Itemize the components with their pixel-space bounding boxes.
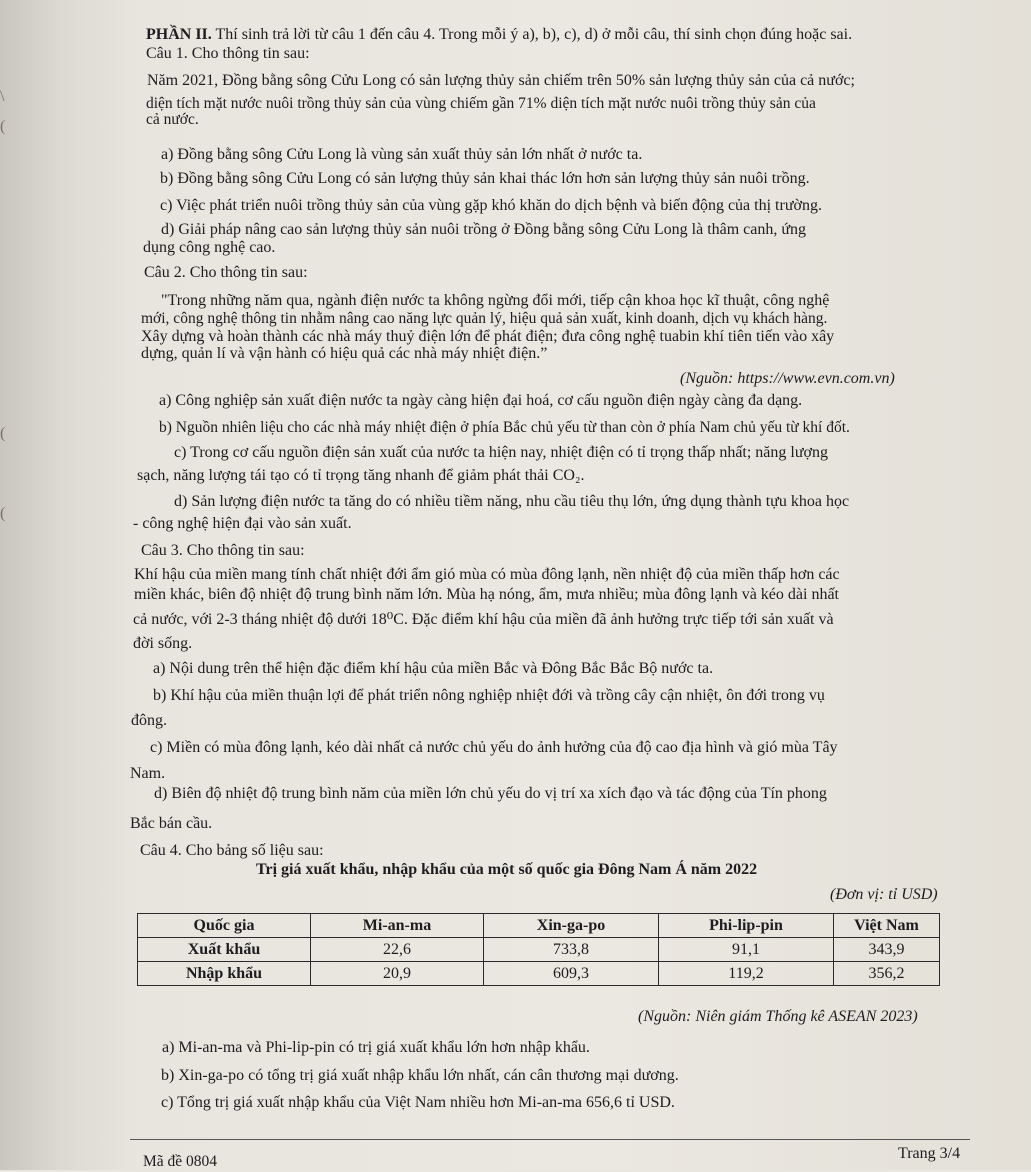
data-table — [137, 913, 940, 986]
part-header — [146, 25, 852, 45]
q3-option-c[interactable]: c) Miền có mùa đông lạnh, kéo dài nhất cả nước chủ yếu do ảnh hưởng của độ cao địa hình và gió mùa Tây — [150, 739, 838, 756]
table-row-label: Nhập khẩu — [138, 962, 311, 986]
q4-option-c[interactable]: c) Tổng trị giá xuất nhập khẩu của Việt Nam nhiều hơn Mi-an-ma 656,6 tỉ USD. — [161, 1094, 675, 1111]
table-cell: 22,6 — [311, 938, 484, 962]
table-cell: 20,9 — [311, 962, 484, 986]
page-number: Trang 3/4 — [898, 1145, 961, 1162]
table-cell: 609,3 — [484, 962, 659, 986]
edge-mark: ( — [0, 118, 6, 135]
table-header-row — [138, 914, 940, 938]
q1-option-a[interactable]: a) Đồng bằng sông Cửu Long là vùng sản xuất thủy sản lớn nhất ở nước ta. — [161, 146, 643, 163]
table-cell: 356,2 — [834, 962, 940, 986]
q2-option-d[interactable]: d) Sản lượng điện nước ta tăng do có nhiều tiềm năng, nhu cầu tiêu thụ lớn, ứng dụng thành tựu khoa học — [174, 493, 850, 510]
q2-option-c-cont: sạch, năng lượng tái tạo có tỉ trọng tăng nhanh để giảm phát thải CO₂. — [137, 467, 585, 484]
q3-info-line: Khí hậu của miền mang tính chất nhiệt đới ẩm gió mùa có mùa đông lạnh, nền nhiệt độ của miền thấp hơn các — [134, 566, 840, 583]
q2-quote-line: mới, công nghệ thông tin nhằm nâng cao năng lực quản lý, hiệu quả sản xuất, kinh doanh, dịch vụ khách hàng. — [141, 310, 828, 327]
table-cell: 91,1 — [659, 938, 834, 962]
q3-option-c-cont: Nam. — [130, 765, 166, 782]
q2-quote-line: dựng, quản lí và vận hành có hiệu quả các nhà máy nhiệt điện.” — [141, 345, 548, 362]
part-header-text: Thí sinh trả lời từ câu 1 đến câu 4. Trong mỗi ý a), b), c), d) ở mỗi câu, thí sinh chọn đúng hoặc sai. — [211, 26, 853, 43]
edge-mark: \ — [0, 88, 5, 105]
q2-option-c[interactable]: c) Trong cơ cấu nguồn điện sản xuất của nước ta hiện nay, nhiệt điện có tỉ trọng thấp nhất; năng lượng — [174, 444, 828, 461]
table-header-cell: Việt Nam — [834, 914, 940, 938]
q3-option-a[interactable]: a) Nội dung trên thể hiện đặc điểm khí hậu của miền Bắc và Đông Bắc Bắc Bộ nước ta. — [153, 660, 714, 677]
table-cell: 119,2 — [659, 962, 834, 986]
q2-title: Câu 2. Cho thông tin sau: — [144, 264, 308, 281]
q3-title: Câu 3. Cho thông tin sau: — [141, 542, 305, 559]
part-header-label: PHẦN II. — [146, 26, 212, 43]
table-row — [138, 938, 940, 962]
table-header-cell: Xin-ga-po — [484, 914, 659, 938]
footer-divider — [130, 1139, 970, 1140]
table-cell: 733,8 — [484, 938, 659, 962]
q4-title: Câu 4. Cho bảng số liệu sau: — [140, 842, 324, 859]
q1-info-line: diện tích mặt nước nuôi trồng thủy sản của vùng chiếm gần 71% diện tích mặt nước nuôi trồng thủy sản của — [146, 95, 816, 112]
edge-mark: ( — [0, 505, 6, 522]
q1-option-c[interactable]: c) Việc phát triển nuôi trồng thủy sản của vùng gặp khó khăn do dịch bệnh và biến động của thị trường. — [160, 197, 822, 214]
table-unit: (Đơn vị: tỉ USD) — [830, 886, 938, 903]
table-source: (Nguồn: Niên giám Thống kê ASEAN 2023) — [638, 1008, 918, 1025]
q3-option-b[interactable]: b) Khí hậu của miền thuận lợi để phát triển nông nghiệp nhiệt đới và trồng cây cận nhiệt, ôn đới trong vụ — [153, 687, 825, 704]
q4-option-b[interactable]: b) Xin-ga-po có tổng trị giá xuất nhập khẩu lớn nhất, cán cân thương mại dương. — [161, 1067, 679, 1084]
q1-info-line: cả nước. — [146, 111, 199, 128]
table-row — [138, 962, 940, 986]
table-header-cell: Quốc gia — [138, 914, 311, 938]
table-header-cell: Mi-an-ma — [311, 914, 484, 938]
q2-source: (Nguồn: https://www.evn.com.vn) — [680, 370, 895, 387]
q1-option-d-cont: dụng công nghệ cao. — [143, 239, 276, 256]
q3-info-line: đời sống. — [133, 635, 193, 652]
q3-option-b-cont: đông. — [131, 712, 167, 729]
q1-title: Câu 1. Cho thông tin sau: — [146, 45, 310, 62]
exam-code: Mã đề 0804 — [143, 1153, 218, 1170]
q1-info-line: Năm 2021, Đồng bằng sông Cửu Long có sản lượng thủy sản chiếm trên 50% sản lượng thủy sản của cả nước; — [147, 72, 855, 89]
table-title: Trị giá xuất khẩu, nhập khẩu của một số quốc gia Đông Nam Á năm 2022 — [256, 861, 758, 878]
q3-info-line: cả nước, với 2-3 tháng nhiệt độ dưới 18⁰C. Đặc điểm khí hậu của miền đã ảnh hưởng trực tiếp tới sản xuất và — [133, 611, 834, 628]
q3-info-line: miền khác, biên độ nhiệt độ trung bình năm lớn. Mùa hạ nóng, ẩm, mưa nhiều; mùa đông lạnh và kéo dài nhất — [134, 586, 839, 603]
q2-quote-line: "Trong những năm qua, ngành điện nước ta không ngừng đổi mới, tiếp cận khoa học kĩ thuật, công nghệ — [161, 292, 830, 309]
q2-quote-line: Xây dựng và hoàn thành các nhà máy thuỷ điện lớn để phát điện; đưa công nghệ tuabin khí tiên tiến vào xây — [141, 328, 835, 345]
q4-option-a[interactable]: a) Mi-an-ma và Phi-lip-pin có trị giá xuất khẩu lớn hơn nhập khẩu. — [162, 1039, 590, 1056]
q2-option-b[interactable]: b) Nguồn nhiên liệu cho các nhà máy nhiệt điện ở phía Bắc chủ yếu từ than còn ở phía Nam chủ yếu từ khí đốt. — [159, 419, 850, 436]
q2-option-a[interactable]: a) Công nghiệp sản xuất điện nước ta ngày càng hiện đại hoá, cơ cấu nguồn điện ngày càng đa dạng. — [159, 392, 803, 409]
table-cell: 343,9 — [834, 938, 940, 962]
q1-option-d[interactable]: d) Giải pháp nâng cao sản lượng thủy sản nuôi trồng ở Đồng bằng sông Cửu Long là thâm canh, ứng — [161, 221, 807, 238]
edge-mark: ( — [0, 425, 6, 442]
q3-option-d[interactable]: d) Biên độ nhiệt độ trung bình năm của miền lớn chủ yếu do vị trí xa xích đạo và tác động của Tín phong — [154, 785, 827, 802]
q2-option-d-cont: - công nghệ hiện đại vào sản xuất. — [133, 515, 352, 532]
q3-option-d-cont: Bắc bán cầu. — [130, 815, 213, 832]
q1-option-b[interactable]: b) Đồng bằng sông Cửu Long có sản lượng thủy sản khai thác lớn hơn sản lượng thủy sản nuôi trồng. — [160, 170, 810, 187]
table-row-label: Xuất khẩu — [138, 938, 311, 962]
table-header-cell: Phi-lip-pin — [659, 914, 834, 938]
